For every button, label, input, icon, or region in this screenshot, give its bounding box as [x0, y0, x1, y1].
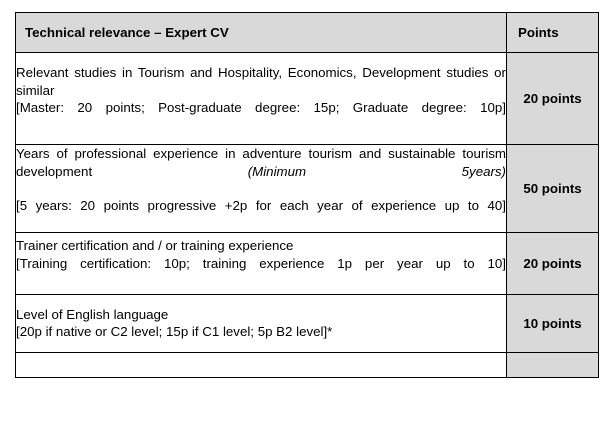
criteria-main-text: Level of English language — [16, 306, 169, 322]
criteria-detail-text: [Master: 20 points; Post-graduate degree: 15p; Graduate degree: 10p] — [16, 99, 506, 115]
criteria-detail-text: [20p if native or C2 level; 15p if C1 level; 5p B2 level]* — [16, 324, 333, 340]
header-criteria-cell — [16, 13, 507, 53]
header-criteria-label: Technical relevance – Expert CV — [25, 25, 229, 40]
criteria-cell-trainer — [16, 232, 507, 294]
criteria-main-plain: Years of professional experience in adventure tourism and sustainable tourism development — [16, 146, 506, 179]
blank-points-cell — [507, 352, 599, 377]
criteria-main-text: Trainer certification and / or training experience — [16, 238, 294, 254]
points-cell-english — [507, 294, 599, 352]
evaluation-criteria-table — [15, 12, 599, 378]
criteria-detail-text: [5 years: 20 points progressive +2p for each year of experience up to 40] — [16, 198, 506, 214]
table-row — [16, 232, 599, 294]
table-header-row — [16, 13, 599, 53]
criteria-main-emphasis: (Minimum 5years) — [247, 163, 506, 179]
points-value: 50 points — [523, 180, 582, 196]
criteria-cell-experience — [16, 145, 507, 232]
blank-criteria-cell — [16, 352, 507, 377]
points-cell-experience — [507, 145, 599, 232]
points-cell-studies — [507, 53, 599, 145]
table-row — [16, 145, 599, 232]
header-points-cell — [507, 13, 599, 53]
header-points-label: Points — [518, 25, 559, 41]
criteria-cell-english — [16, 294, 507, 352]
points-cell-trainer — [507, 232, 599, 294]
table-row — [16, 53, 599, 145]
points-value: 10 points — [523, 315, 582, 331]
criteria-detail-text: [Training certification: 10p; training experience 1p per year up to 10] — [16, 255, 506, 271]
table-row-blank — [16, 352, 599, 377]
criteria-cell-studies — [16, 53, 507, 145]
criteria-main-text — [16, 145, 506, 197]
table-row — [16, 294, 599, 352]
criteria-main-text: Relevant studies in Tourism and Hospitality, Economics, Development studies or similar — [16, 65, 506, 98]
points-value: 20 points — [523, 255, 582, 271]
points-value: 20 points — [523, 91, 582, 107]
